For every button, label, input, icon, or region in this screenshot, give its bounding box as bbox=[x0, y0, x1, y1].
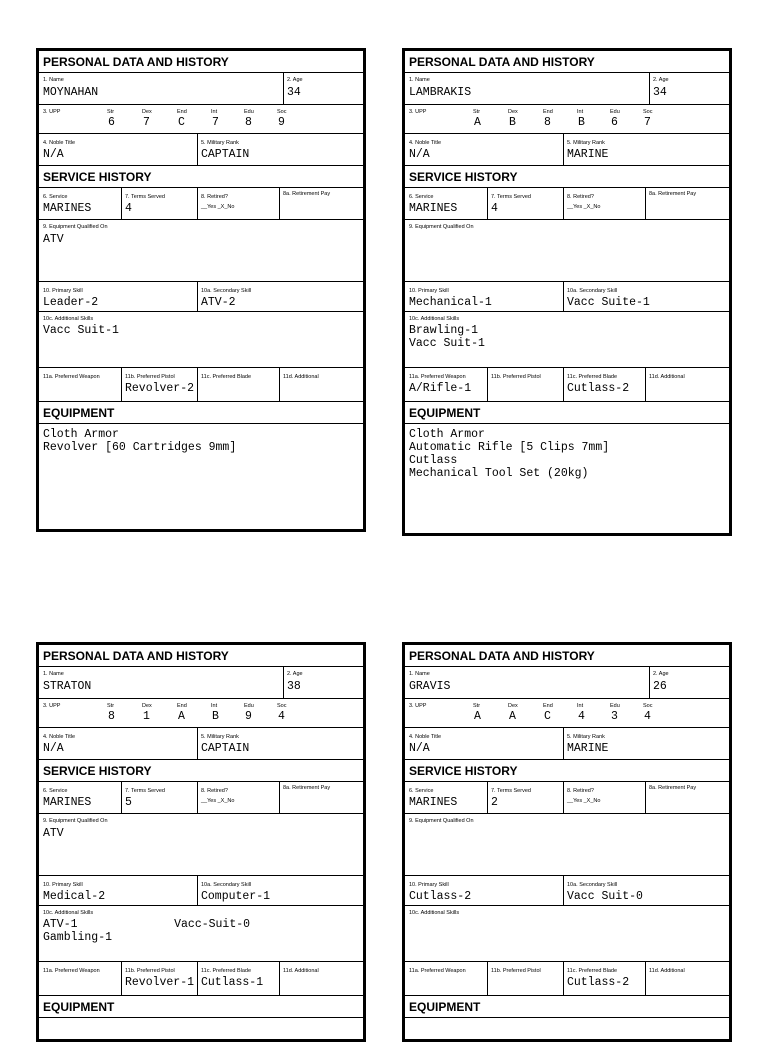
edu-label: Edu bbox=[610, 703, 620, 709]
upp-row bbox=[405, 699, 729, 728]
preferred-blade-value: Cutlass-2 bbox=[567, 382, 630, 395]
equipment-header: EQUIPMENT bbox=[39, 402, 363, 424]
personal-data-header: PERSONAL DATA AND HISTORY bbox=[405, 51, 729, 73]
service-history-header: SERVICE HISTORY bbox=[39, 166, 363, 188]
character-card bbox=[402, 642, 732, 1042]
preferred-pistol-label: 11b. Preferred Pistol bbox=[125, 968, 175, 974]
military-rank-label: 5. Military Rank bbox=[201, 734, 239, 740]
int-label: Int bbox=[211, 109, 218, 115]
terms-served-label: 7. Terms Served bbox=[491, 788, 531, 794]
int-value: 4 bbox=[578, 710, 585, 723]
upp-label: 3. UPP bbox=[409, 109, 427, 115]
noble-title-value: N/A bbox=[409, 742, 430, 755]
service-label: 6. Service bbox=[409, 194, 434, 200]
additional-weapon-label: 11d. Additional bbox=[283, 968, 319, 974]
preferred-blade-value: Cutlass-2 bbox=[567, 976, 630, 989]
additional-skills-label: 10c. Additional Skills bbox=[43, 910, 94, 916]
retired-options: __Yes _X_No bbox=[201, 798, 235, 804]
service-value: MARINES bbox=[43, 796, 92, 809]
edu-label: Edu bbox=[244, 703, 254, 709]
end-label: End bbox=[543, 703, 553, 709]
retired-options: __Yes _X_No bbox=[201, 204, 235, 210]
edu-value: 6 bbox=[611, 116, 618, 129]
name-label: 1. Name bbox=[43, 671, 64, 677]
name-value: LAMBRAKIS bbox=[409, 86, 472, 99]
soc-label: Soc bbox=[277, 109, 287, 115]
primary-skill-label: 10. Primary Skill bbox=[409, 288, 449, 294]
upp-label: 3. UPP bbox=[43, 703, 61, 709]
soc-label: Soc bbox=[277, 703, 287, 709]
skills-row bbox=[39, 876, 363, 906]
age-value: 38 bbox=[287, 680, 301, 693]
preferred-weapon-value: A/Rifle-1 bbox=[409, 382, 472, 395]
character-card bbox=[36, 642, 366, 1042]
noble-title-label: 4. Noble Title bbox=[43, 140, 76, 146]
dex-value: A bbox=[509, 710, 516, 723]
terms-served-label: 7. Terms Served bbox=[125, 788, 165, 794]
additional-skills-value: Vacc Suit-1 bbox=[43, 324, 119, 337]
primary-skill-label: 10. Primary Skill bbox=[43, 882, 83, 888]
end-value: C bbox=[544, 710, 551, 723]
upp-row bbox=[39, 105, 363, 134]
secondary-skill-label: 10a. Secondary Skill bbox=[201, 288, 252, 294]
equipment-list bbox=[405, 1018, 729, 1058]
edu-value: 8 bbox=[245, 116, 252, 129]
skills-row bbox=[405, 876, 729, 906]
dex-value: 1 bbox=[143, 710, 150, 723]
equipment-header: EQUIPMENT bbox=[405, 402, 729, 424]
terms-served-value: 4 bbox=[125, 202, 132, 215]
service-label: 6. Service bbox=[409, 788, 434, 794]
military-rank-value: MARINE bbox=[567, 148, 609, 161]
skills-row bbox=[39, 282, 363, 312]
preferred-weapon-label: 11a. Preferred Weapon bbox=[43, 374, 100, 380]
preferred-blade-label: 11c. Preferred Blade bbox=[567, 968, 618, 974]
edu-value: 3 bbox=[611, 710, 618, 723]
service-label: 6. Service bbox=[43, 194, 68, 200]
age-value: 34 bbox=[653, 86, 667, 99]
noble-title-label: 4. Noble Title bbox=[409, 734, 442, 740]
soc-value: 9 bbox=[278, 116, 285, 129]
age-value: 34 bbox=[287, 86, 301, 99]
preferred-pistol-label: 11b. Preferred Pistol bbox=[491, 968, 541, 974]
preferred-blade-value: Cutlass-1 bbox=[201, 976, 264, 989]
equipment-qualified-row bbox=[405, 220, 729, 282]
equipment-qualified-label: 9. Equipment Qualified On bbox=[409, 224, 474, 230]
equipment-qualified-value: ATV bbox=[43, 827, 64, 840]
service-history-header: SERVICE HISTORY bbox=[405, 760, 729, 782]
name-value: GRAVIS bbox=[409, 680, 451, 693]
secondary-skill-value: ATV-2 bbox=[201, 296, 236, 309]
preferred-pistol-label: 11b. Preferred Pistol bbox=[125, 374, 175, 380]
name-age-row bbox=[39, 73, 363, 105]
retired-label: 8. Retired? bbox=[567, 194, 594, 200]
terms-served-label: 7. Terms Served bbox=[125, 194, 165, 200]
equipment-qualified-row bbox=[405, 814, 729, 876]
dex-label: Dex bbox=[142, 109, 152, 115]
additional-weapon-label: 11d. Additional bbox=[649, 968, 685, 974]
equipment-list bbox=[405, 424, 729, 510]
name-value: STRATON bbox=[43, 680, 92, 693]
equipment-qualified-row bbox=[39, 814, 363, 876]
int-label: Int bbox=[211, 703, 218, 709]
name-label: 1. Name bbox=[409, 77, 430, 83]
str-label: Str bbox=[473, 109, 481, 115]
primary-skill-value: Cutlass-2 bbox=[409, 890, 472, 903]
end-value: C bbox=[178, 116, 185, 129]
end-value: 8 bbox=[544, 116, 551, 129]
service-row bbox=[405, 782, 729, 814]
str-value: 8 bbox=[108, 710, 115, 723]
military-rank-value: CAPTAIN bbox=[201, 742, 250, 755]
soc-value: 4 bbox=[644, 710, 651, 723]
retirement-pay-label: 8a. Retirement Pay bbox=[649, 785, 697, 791]
age-label: 2. Age bbox=[287, 77, 303, 83]
name-age-row bbox=[405, 73, 729, 105]
equipment-qualified-row bbox=[39, 220, 363, 282]
dex-value: 7 bbox=[143, 116, 150, 129]
military-rank-value: CAPTAIN bbox=[201, 148, 250, 161]
secondary-skill-label: 10a. Secondary Skill bbox=[567, 882, 618, 888]
edu-value: 9 bbox=[245, 710, 252, 723]
preferred-weapon-label: 11a. Preferred Weapon bbox=[409, 374, 466, 380]
secondary-skill-value: Vacc Suite-1 bbox=[567, 296, 650, 309]
additional-weapon-label: 11d. Additional bbox=[649, 374, 685, 380]
dex-label: Dex bbox=[142, 703, 152, 709]
additional-skills-row bbox=[39, 312, 363, 368]
noble-title-label: 4. Noble Title bbox=[43, 734, 76, 740]
equipment-list bbox=[39, 1018, 363, 1058]
retired-options: __Yes _X_No bbox=[567, 798, 601, 804]
additional-skills-value: Brawling-1 Vacc Suit-1 bbox=[409, 324, 485, 350]
equipment-header: EQUIPMENT bbox=[405, 996, 729, 1018]
int-label: Int bbox=[577, 703, 584, 709]
primary-skill-value: Medical-2 bbox=[43, 890, 106, 903]
terms-served-value: 5 bbox=[125, 796, 132, 809]
name-age-row bbox=[405, 667, 729, 699]
secondary-skill-label: 10a. Secondary Skill bbox=[201, 882, 252, 888]
primary-skill-value: Leader-2 bbox=[43, 296, 99, 309]
int-label: Int bbox=[577, 109, 584, 115]
additional-skills-value: ATV-1 Vacc-Suit-0 Gambling-1 bbox=[43, 918, 251, 944]
character-card bbox=[402, 48, 732, 536]
age-label: 2. Age bbox=[653, 671, 669, 677]
additional-skills-label: 10c. Additional Skills bbox=[43, 316, 94, 322]
service-row bbox=[39, 782, 363, 814]
preferred-pistol-label: 11b. Preferred Pistol bbox=[491, 374, 541, 380]
upp-row bbox=[405, 105, 729, 134]
noble-title-value: N/A bbox=[409, 148, 430, 161]
name-label: 1. Name bbox=[409, 671, 430, 677]
end-value: A bbox=[178, 710, 185, 723]
noble-title-label: 4. Noble Title bbox=[409, 140, 442, 146]
str-label: Str bbox=[473, 703, 481, 709]
preferred-weapons-row bbox=[405, 368, 729, 402]
soc-value: 7 bbox=[644, 116, 651, 129]
character-card bbox=[36, 48, 366, 532]
preferred-weapon-label: 11a. Preferred Weapon bbox=[43, 968, 100, 974]
skills-row bbox=[405, 282, 729, 312]
int-value: 7 bbox=[212, 116, 219, 129]
primary-skill-label: 10. Primary Skill bbox=[409, 882, 449, 888]
preferred-weapon-label: 11a. Preferred Weapon bbox=[409, 968, 466, 974]
equipment-value: Cloth Armor Revolver [60 Cartridges 9mm] bbox=[43, 428, 237, 454]
secondary-skill-value: Computer-1 bbox=[201, 890, 271, 903]
retired-label: 8. Retired? bbox=[567, 788, 594, 794]
primary-skill-label: 10. Primary Skill bbox=[43, 288, 83, 294]
service-history-header: SERVICE HISTORY bbox=[405, 166, 729, 188]
int-value: B bbox=[578, 116, 585, 129]
personal-data-header: PERSONAL DATA AND HISTORY bbox=[405, 645, 729, 667]
age-value: 26 bbox=[653, 680, 667, 693]
noble-rank-row bbox=[405, 134, 729, 166]
additional-skills-row bbox=[405, 906, 729, 962]
age-label: 2. Age bbox=[653, 77, 669, 83]
additional-skills-row bbox=[39, 906, 363, 962]
service-label: 6. Service bbox=[43, 788, 68, 794]
noble-rank-row bbox=[39, 134, 363, 166]
upp-label: 3. UPP bbox=[43, 109, 61, 115]
service-value: MARINES bbox=[409, 202, 458, 215]
noble-title-value: N/A bbox=[43, 148, 64, 161]
dex-label: Dex bbox=[508, 109, 518, 115]
edu-label: Edu bbox=[244, 109, 254, 115]
military-rank-value: MARINE bbox=[567, 742, 609, 755]
retirement-pay-label: 8a. Retirement Pay bbox=[283, 191, 331, 197]
upp-row bbox=[39, 699, 363, 728]
soc-label: Soc bbox=[643, 109, 653, 115]
upp-label: 3. UPP bbox=[409, 703, 427, 709]
preferred-weapons-row bbox=[39, 368, 363, 402]
preferred-weapons-row bbox=[39, 962, 363, 996]
str-value: A bbox=[474, 710, 481, 723]
retirement-pay-label: 8a. Retirement Pay bbox=[283, 785, 331, 791]
retired-label: 8. Retired? bbox=[201, 194, 228, 200]
noble-title-value: N/A bbox=[43, 742, 64, 755]
preferred-weapons-row bbox=[405, 962, 729, 996]
dex-label: Dex bbox=[508, 703, 518, 709]
noble-rank-row bbox=[39, 728, 363, 760]
retirement-pay-label: 8a. Retirement Pay bbox=[649, 191, 697, 197]
name-label: 1. Name bbox=[43, 77, 64, 83]
noble-rank-row bbox=[405, 728, 729, 760]
additional-weapon-label: 11d. Additional bbox=[283, 374, 319, 380]
personal-data-header: PERSONAL DATA AND HISTORY bbox=[39, 645, 363, 667]
retired-options: __Yes _X_No bbox=[567, 204, 601, 210]
additional-skills-label: 10c. Additional Skills bbox=[409, 910, 460, 916]
service-history-header: SERVICE HISTORY bbox=[39, 760, 363, 782]
equipment-qualified-value: ATV bbox=[43, 233, 64, 246]
str-value: 6 bbox=[108, 116, 115, 129]
str-value: A bbox=[474, 116, 481, 129]
name-value: MOYNAHAN bbox=[43, 86, 99, 99]
edu-label: Edu bbox=[610, 109, 620, 115]
int-value: B bbox=[212, 710, 219, 723]
additional-skills-label: 10c. Additional Skills bbox=[409, 316, 460, 322]
retired-label: 8. Retired? bbox=[201, 788, 228, 794]
end-label: End bbox=[543, 109, 553, 115]
soc-value: 4 bbox=[278, 710, 285, 723]
end-label: End bbox=[177, 109, 187, 115]
equipment-header: EQUIPMENT bbox=[39, 996, 363, 1018]
military-rank-label: 5. Military Rank bbox=[567, 734, 605, 740]
service-value: MARINES bbox=[409, 796, 458, 809]
military-rank-label: 5. Military Rank bbox=[567, 140, 605, 146]
secondary-skill-label: 10a. Secondary Skill bbox=[567, 288, 618, 294]
military-rank-label: 5. Military Rank bbox=[201, 140, 239, 146]
service-value: MARINES bbox=[43, 202, 92, 215]
equipment-list bbox=[39, 424, 363, 506]
equipment-qualified-label: 9. Equipment Qualified On bbox=[409, 818, 474, 824]
additional-skills-row bbox=[405, 312, 729, 368]
preferred-blade-label: 11c. Preferred Blade bbox=[201, 968, 252, 974]
terms-served-value: 4 bbox=[491, 202, 498, 215]
age-label: 2. Age bbox=[287, 671, 303, 677]
end-label: End bbox=[177, 703, 187, 709]
preferred-blade-label: 11c. Preferred Blade bbox=[201, 374, 252, 380]
service-row bbox=[405, 188, 729, 220]
primary-skill-value: Mechanical-1 bbox=[409, 296, 492, 309]
equipment-qualified-label: 9. Equipment Qualified On bbox=[43, 818, 108, 824]
preferred-pistol-value: Revolver-2 bbox=[125, 382, 195, 395]
str-label: Str bbox=[107, 703, 115, 709]
soc-label: Soc bbox=[643, 703, 653, 709]
preferred-blade-label: 11c. Preferred Blade bbox=[567, 374, 618, 380]
equipment-qualified-label: 9. Equipment Qualified On bbox=[43, 224, 108, 230]
terms-served-label: 7. Terms Served bbox=[491, 194, 531, 200]
str-label: Str bbox=[107, 109, 115, 115]
dex-value: B bbox=[509, 116, 516, 129]
personal-data-header: PERSONAL DATA AND HISTORY bbox=[39, 51, 363, 73]
secondary-skill-value: Vacc Suit-0 bbox=[567, 890, 643, 903]
equipment-value: Cloth Armor Automatic Rifle [5 Clips 7mm] Cutlass Mechanical Tool Set (20kg) bbox=[409, 428, 610, 480]
service-row bbox=[39, 188, 363, 220]
terms-served-value: 2 bbox=[491, 796, 498, 809]
preferred-pistol-value: Revolver-1 bbox=[125, 976, 195, 989]
name-age-row bbox=[39, 667, 363, 699]
